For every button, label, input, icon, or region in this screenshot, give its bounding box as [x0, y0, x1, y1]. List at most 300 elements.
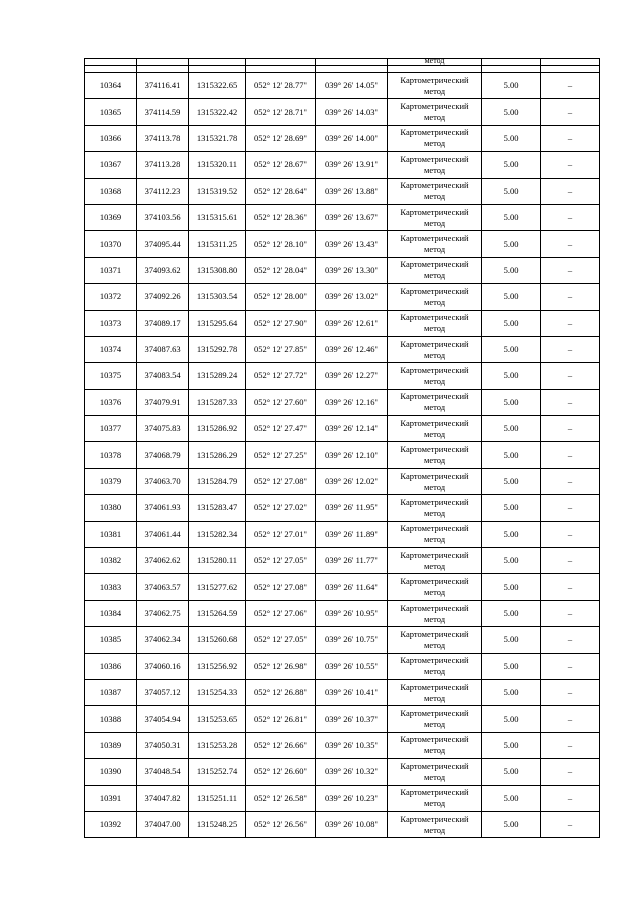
point-number-cell: 10365 [85, 99, 137, 125]
latitude-cell: 052° 12' 28.00" [246, 284, 316, 310]
table-cell [137, 66, 189, 73]
latitude-cell: 052° 12' 28.36" [246, 204, 316, 230]
longitude-cell: 039° 26' 13.88" [316, 178, 388, 204]
table-row [85, 732, 600, 758]
table-cell [482, 66, 541, 73]
method-line-1: Картометрический [400, 602, 469, 613]
dash-cell: – [541, 785, 600, 811]
coord-y-cell: 1315322.65 [189, 73, 246, 99]
method-cell [388, 389, 482, 415]
method-cell [388, 574, 482, 600]
table-row [85, 495, 600, 521]
accuracy-cell: 5.00 [482, 363, 541, 389]
accuracy-cell: 5.00 [482, 152, 541, 178]
longitude-cell: 039° 26' 10.95" [316, 600, 388, 626]
accuracy-cell: 5.00 [482, 389, 541, 415]
method-cell [388, 468, 482, 494]
coord-x-cell: 374061.93 [137, 495, 189, 521]
accuracy-cell: 5.00 [482, 548, 541, 574]
accuracy-cell: 5.00 [482, 653, 541, 679]
method-line-1: Картометрический [400, 523, 469, 534]
method-cell [388, 521, 482, 547]
longitude-cell: 039° 26' 12.16" [316, 389, 388, 415]
latitude-cell: 052° 12' 28.67" [246, 152, 316, 178]
method-line-2: метод [423, 560, 446, 571]
method-line-2: метод [423, 824, 446, 835]
table-cell [85, 66, 137, 73]
longitude-cell: 039° 26' 10.08" [316, 811, 388, 837]
coord-y-cell: 1315283.47 [189, 495, 246, 521]
point-number-cell: 10371 [85, 257, 137, 283]
coord-y-cell: 1315256.92 [189, 653, 246, 679]
method-line-1: Картометрический [400, 153, 469, 164]
coord-x-cell: 374050.31 [137, 732, 189, 758]
point-number-cell: 10390 [85, 759, 137, 785]
method-line-2: метод [423, 507, 446, 518]
table-cell [246, 66, 316, 73]
accuracy-cell: 5.00 [482, 679, 541, 705]
longitude-cell: 039° 26' 12.14" [316, 416, 388, 442]
method-line-1: Картометрический [400, 259, 469, 270]
table-row [85, 785, 600, 811]
longitude-cell: 039° 26' 10.41" [316, 679, 388, 705]
table-row [85, 231, 600, 257]
dash-cell: – [541, 442, 600, 468]
dash-cell: – [541, 310, 600, 336]
coord-y-cell: 1315251.11 [189, 785, 246, 811]
coord-y-cell: 1315287.33 [189, 389, 246, 415]
method-line-2: метод [423, 270, 446, 281]
accuracy-cell: 5.00 [482, 706, 541, 732]
coord-y-cell: 1315311.25 [189, 231, 246, 257]
method-line-1: Картометрический [400, 787, 469, 798]
point-number-cell: 10374 [85, 336, 137, 362]
method-continuation [388, 59, 482, 66]
latitude-cell: 052° 12' 26.66" [246, 732, 316, 758]
table-row [85, 521, 600, 547]
accuracy-cell: 5.00 [482, 811, 541, 837]
method-line-1: Картометрический [400, 496, 469, 507]
dash-cell: – [541, 627, 600, 653]
point-number-cell: 10380 [85, 495, 137, 521]
latitude-cell: 052° 12' 26.98" [246, 653, 316, 679]
point-number-cell: 10389 [85, 732, 137, 758]
dash-cell: – [541, 231, 600, 257]
longitude-cell: 039° 26' 13.02" [316, 284, 388, 310]
table-row [85, 653, 600, 679]
latitude-cell: 052° 12' 27.05" [246, 548, 316, 574]
coord-y-cell: 1315292.78 [189, 336, 246, 362]
table-cell [316, 59, 388, 66]
coord-x-cell: 374095.44 [137, 231, 189, 257]
point-number-cell: 10392 [85, 811, 137, 837]
method-line-2: метод [423, 719, 446, 730]
accuracy-cell: 5.00 [482, 178, 541, 204]
method-cell [388, 284, 482, 310]
longitude-cell: 039° 26' 14.03" [316, 99, 388, 125]
method-cell [388, 600, 482, 626]
coord-x-cell: 374047.82 [137, 785, 189, 811]
table-body [85, 59, 600, 838]
coord-x-cell: 374113.28 [137, 152, 189, 178]
table-row [85, 257, 600, 283]
coord-x-cell: 374047.00 [137, 811, 189, 837]
coord-x-cell: 374103.56 [137, 204, 189, 230]
accuracy-cell: 5.00 [482, 99, 541, 125]
coord-x-cell: 374063.70 [137, 468, 189, 494]
accuracy-cell: 5.00 [482, 442, 541, 468]
accuracy-cell: 5.00 [482, 336, 541, 362]
method-cell [388, 204, 482, 230]
longitude-cell: 039° 26' 10.55" [316, 653, 388, 679]
coord-y-cell: 1315280.11 [189, 548, 246, 574]
coord-x-cell: 374075.83 [137, 416, 189, 442]
accuracy-cell: 5.00 [482, 231, 541, 257]
longitude-cell: 039° 26' 11.89" [316, 521, 388, 547]
longitude-cell: 039° 26' 10.23" [316, 785, 388, 811]
dash-cell: – [541, 574, 600, 600]
point-number-cell: 10379 [85, 468, 137, 494]
method-cell [388, 125, 482, 151]
coord-x-cell: 374057.12 [137, 679, 189, 705]
longitude-cell: 039° 26' 12.27" [316, 363, 388, 389]
method-cell [388, 706, 482, 732]
method-line-1: Картометрический [400, 417, 469, 428]
method-cell [388, 73, 482, 99]
method-line-2: метод [423, 244, 446, 255]
method-cell [388, 336, 482, 362]
method-cell [388, 653, 482, 679]
table-cell [137, 59, 189, 66]
latitude-cell: 052° 12' 27.05" [246, 627, 316, 653]
accuracy-cell: 5.00 [482, 732, 541, 758]
coord-x-cell: 374048.54 [137, 759, 189, 785]
table-row [85, 442, 600, 468]
table-row [85, 178, 600, 204]
longitude-cell: 039° 26' 12.02" [316, 468, 388, 494]
table-row [85, 811, 600, 837]
coord-y-cell: 1315319.52 [189, 178, 246, 204]
dash-cell: – [541, 99, 600, 125]
method-cell [388, 732, 482, 758]
method-cell [388, 627, 482, 653]
point-number-cell: 10382 [85, 548, 137, 574]
table-cell [482, 59, 541, 66]
point-number-cell: 10388 [85, 706, 137, 732]
point-number-cell: 10385 [85, 627, 137, 653]
latitude-cell: 052° 12' 27.90" [246, 310, 316, 336]
method-line-2: метод [423, 481, 446, 492]
latitude-cell: 052° 12' 27.02" [246, 495, 316, 521]
method-line-2: метод [423, 191, 446, 202]
method-line-1: Картометрический [400, 444, 469, 455]
point-number-cell: 10366 [85, 125, 137, 151]
method-cell [388, 548, 482, 574]
method-line-2: метод [423, 402, 446, 413]
method-line-2: метод [423, 375, 446, 386]
accuracy-cell: 5.00 [482, 125, 541, 151]
method-line-1: Картометрический [400, 180, 469, 191]
method-line-1: Картометрический [400, 655, 469, 666]
dash-cell: – [541, 732, 600, 758]
point-number-cell: 10383 [85, 574, 137, 600]
table-row [85, 468, 600, 494]
method-line-1: Картометрический [400, 813, 469, 824]
method-line-2: метод [423, 85, 446, 96]
accuracy-cell: 5.00 [482, 521, 541, 547]
dash-cell: – [541, 363, 600, 389]
coord-x-cell: 374112.23 [137, 178, 189, 204]
longitude-cell: 039° 26' 11.64" [316, 574, 388, 600]
latitude-cell: 052° 12' 26.58" [246, 785, 316, 811]
dash-cell: – [541, 600, 600, 626]
dash-cell: – [541, 679, 600, 705]
dash-cell: – [541, 389, 600, 415]
table-cell [246, 59, 316, 66]
table-row [85, 284, 600, 310]
coord-x-cell: 374068.79 [137, 442, 189, 468]
accuracy-cell: 5.00 [482, 257, 541, 283]
method-line-2: метод [423, 771, 446, 782]
longitude-cell: 039° 26' 12.46" [316, 336, 388, 362]
point-number-cell: 10378 [85, 442, 137, 468]
coord-x-cell: 374113.78 [137, 125, 189, 151]
method-continuation-text: метод [424, 58, 445, 65]
longitude-cell: 039° 26' 10.32" [316, 759, 388, 785]
dash-cell: – [541, 125, 600, 151]
method-line-2: метод [423, 692, 446, 703]
latitude-cell: 052° 12' 27.08" [246, 574, 316, 600]
method-line-1: Картометрический [400, 312, 469, 323]
coord-y-cell: 1315320.11 [189, 152, 246, 178]
coord-y-cell: 1315321.78 [189, 125, 246, 151]
coord-x-cell: 374089.17 [137, 310, 189, 336]
method-line-1: Картометрический [400, 101, 469, 112]
method-line-2: метод [423, 798, 446, 809]
dash-cell: – [541, 495, 600, 521]
coord-x-cell: 374062.34 [137, 627, 189, 653]
method-cell [388, 178, 482, 204]
coord-x-cell: 374060.16 [137, 653, 189, 679]
method-line-2: метод [423, 666, 446, 677]
continuation-row [85, 59, 600, 66]
longitude-cell: 039° 26' 13.30" [316, 257, 388, 283]
latitude-cell: 052° 12' 28.04" [246, 257, 316, 283]
method-line-2: метод [423, 639, 446, 650]
dash-cell: – [541, 416, 600, 442]
method-line-1: Картометрический [400, 364, 469, 375]
method-line-2: метод [423, 164, 446, 175]
coord-x-cell: 374054.94 [137, 706, 189, 732]
method-cell [388, 442, 482, 468]
dash-cell: – [541, 178, 600, 204]
table-cell [541, 66, 600, 73]
method-line-2: метод [423, 587, 446, 598]
latitude-cell: 052° 12' 27.06" [246, 600, 316, 626]
coord-x-cell: 374092.26 [137, 284, 189, 310]
coord-y-cell: 1315252.74 [189, 759, 246, 785]
table-row [85, 600, 600, 626]
method-line-1: Картометрический [400, 127, 469, 138]
accuracy-cell: 5.00 [482, 204, 541, 230]
latitude-cell: 052° 12' 28.64" [246, 178, 316, 204]
accuracy-cell: 5.00 [482, 468, 541, 494]
coord-y-cell: 1315248.25 [189, 811, 246, 837]
coord-y-cell: 1315253.65 [189, 706, 246, 732]
table-row [85, 679, 600, 705]
latitude-cell: 052° 12' 26.88" [246, 679, 316, 705]
dash-cell: – [541, 284, 600, 310]
dash-cell: – [541, 468, 600, 494]
dash-cell: – [541, 706, 600, 732]
coord-y-cell: 1315295.64 [189, 310, 246, 336]
method-line-2: метод [423, 745, 446, 756]
coord-y-cell: 1315284.79 [189, 468, 246, 494]
method-line-1: Картометрический [400, 285, 469, 296]
point-number-cell: 10381 [85, 521, 137, 547]
accuracy-cell: 5.00 [482, 73, 541, 99]
table-row [85, 152, 600, 178]
longitude-cell: 039° 26' 12.61" [316, 310, 388, 336]
method-cell [388, 785, 482, 811]
point-number-cell: 10375 [85, 363, 137, 389]
dash-cell: – [541, 204, 600, 230]
latitude-cell: 052° 12' 26.81" [246, 706, 316, 732]
table-row [85, 336, 600, 362]
method-line-2: метод [423, 138, 446, 149]
point-number-cell: 10372 [85, 284, 137, 310]
point-number-cell: 10370 [85, 231, 137, 257]
table-cell [316, 66, 388, 73]
table-cell [85, 59, 137, 66]
table-row [85, 389, 600, 415]
table-row [85, 574, 600, 600]
coord-x-cell: 374062.75 [137, 600, 189, 626]
coord-x-cell: 374062.62 [137, 548, 189, 574]
latitude-cell: 052° 12' 27.47" [246, 416, 316, 442]
method-cell [388, 257, 482, 283]
accuracy-cell: 5.00 [482, 284, 541, 310]
latitude-cell: 052° 12' 28.77" [246, 73, 316, 99]
accuracy-cell: 5.00 [482, 495, 541, 521]
latitude-cell: 052° 12' 26.60" [246, 759, 316, 785]
longitude-cell: 039° 26' 11.95" [316, 495, 388, 521]
coord-y-cell: 1315254.33 [189, 679, 246, 705]
coord-y-cell: 1315264.59 [189, 600, 246, 626]
latitude-cell: 052° 12' 28.71" [246, 99, 316, 125]
method-cell [388, 416, 482, 442]
method-line-1: Картометрический [400, 74, 469, 85]
latitude-cell: 052° 12' 27.60" [246, 389, 316, 415]
method-cell [388, 495, 482, 521]
method-cell [388, 679, 482, 705]
longitude-cell: 039° 26' 12.10" [316, 442, 388, 468]
method-cell [388, 152, 482, 178]
method-line-1: Картометрический [400, 734, 469, 745]
table-row [85, 99, 600, 125]
longitude-cell: 039° 26' 11.77" [316, 548, 388, 574]
point-number-cell: 10376 [85, 389, 137, 415]
dash-cell: – [541, 336, 600, 362]
coord-y-cell: 1315253.28 [189, 732, 246, 758]
method-cell [388, 99, 482, 125]
method-cell [388, 811, 482, 837]
longitude-cell: 039° 26' 13.43" [316, 231, 388, 257]
blank-row [85, 66, 600, 73]
coord-y-cell: 1315282.34 [189, 521, 246, 547]
table-row [85, 125, 600, 151]
latitude-cell: 052° 12' 28.10" [246, 231, 316, 257]
dash-cell: – [541, 257, 600, 283]
dash-cell: – [541, 152, 600, 178]
longitude-cell: 039° 26' 13.67" [316, 204, 388, 230]
point-number-cell: 10386 [85, 653, 137, 679]
latitude-cell: 052° 12' 27.85" [246, 336, 316, 362]
method-line-2: метод [423, 534, 446, 545]
table-row [85, 73, 600, 99]
coord-y-cell: 1315260.68 [189, 627, 246, 653]
table-cell [388, 66, 482, 73]
method-line-1: Картометрический [400, 708, 469, 719]
longitude-cell: 039° 26' 14.00" [316, 125, 388, 151]
latitude-cell: 052° 12' 27.01" [246, 521, 316, 547]
coord-x-cell: 374116.41 [137, 73, 189, 99]
coord-y-cell: 1315286.92 [189, 416, 246, 442]
longitude-cell: 039° 26' 13.91" [316, 152, 388, 178]
method-cell [388, 310, 482, 336]
dash-cell: – [541, 811, 600, 837]
coord-y-cell: 1315277.62 [189, 574, 246, 600]
latitude-cell: 052° 12' 26.56" [246, 811, 316, 837]
coord-x-cell: 374087.63 [137, 336, 189, 362]
longitude-cell: 039° 26' 10.37" [316, 706, 388, 732]
accuracy-cell: 5.00 [482, 785, 541, 811]
table-row [85, 759, 600, 785]
dash-cell: – [541, 548, 600, 574]
longitude-cell: 039° 26' 10.75" [316, 627, 388, 653]
table-row [85, 416, 600, 442]
method-line-1: Картометрический [400, 206, 469, 217]
coord-y-cell: 1315308.80 [189, 257, 246, 283]
accuracy-cell: 5.00 [482, 416, 541, 442]
method-line-1: Картометрический [400, 576, 469, 587]
method-line-2: метод [423, 112, 446, 123]
latitude-cell: 052° 12' 27.25" [246, 442, 316, 468]
point-number-cell: 10391 [85, 785, 137, 811]
method-line-1: Картометрический [400, 760, 469, 771]
latitude-cell: 052° 12' 27.72" [246, 363, 316, 389]
table-row [85, 548, 600, 574]
dash-cell: – [541, 653, 600, 679]
accuracy-cell: 5.00 [482, 574, 541, 600]
coord-x-cell: 374114.59 [137, 99, 189, 125]
table-row [85, 310, 600, 336]
accuracy-cell: 5.00 [482, 600, 541, 626]
coord-y-cell: 1315286.29 [189, 442, 246, 468]
coord-y-cell: 1315303.54 [189, 284, 246, 310]
table-cell [541, 59, 600, 66]
coord-y-cell: 1315289.24 [189, 363, 246, 389]
method-line-1: Картометрический [400, 470, 469, 481]
method-line-2: метод [423, 613, 446, 624]
point-number-cell: 10367 [85, 152, 137, 178]
coord-x-cell: 374083.54 [137, 363, 189, 389]
latitude-cell: 052° 12' 27.08" [246, 468, 316, 494]
method-line-2: метод [423, 217, 446, 228]
method-line-1: Картометрический [400, 549, 469, 560]
table-row [85, 363, 600, 389]
method-line-1: Картометрический [400, 681, 469, 692]
